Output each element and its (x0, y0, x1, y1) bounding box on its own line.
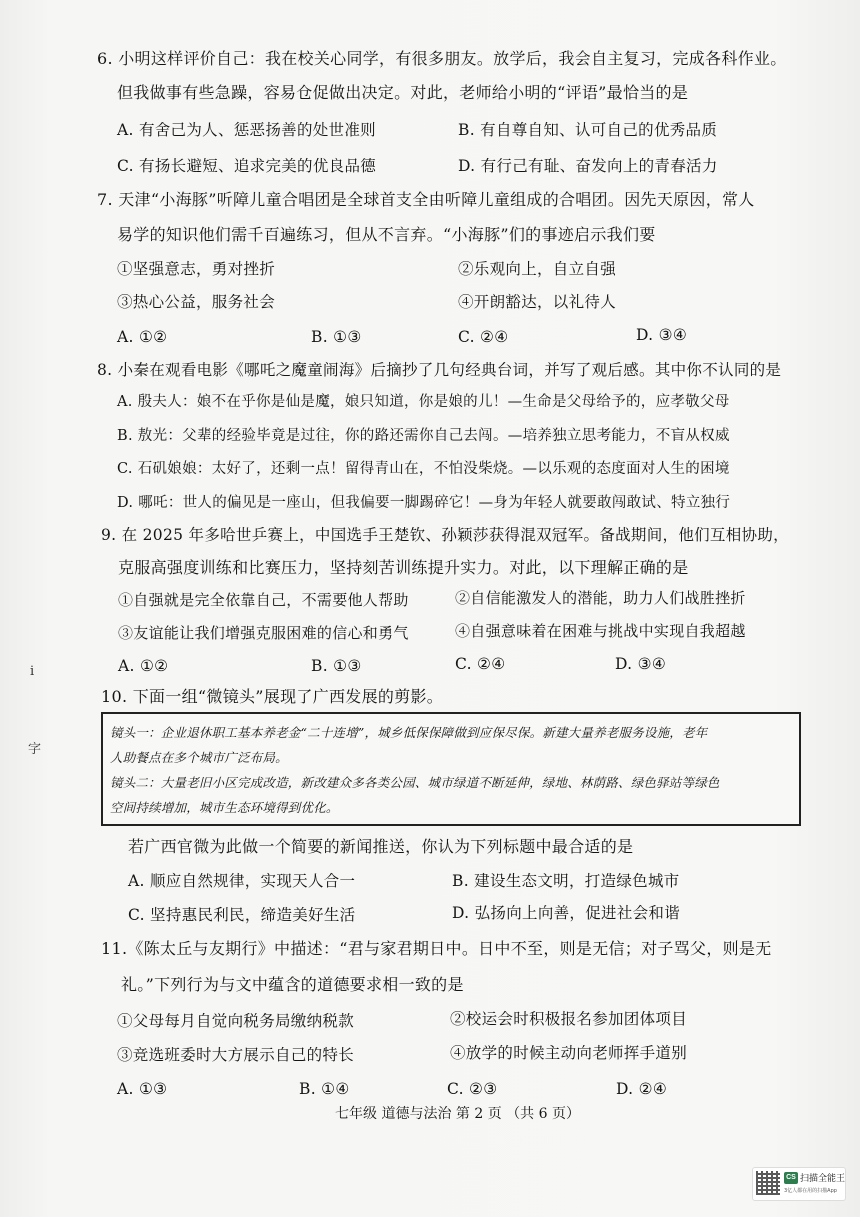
q8-option-c: C. 石矶娘娘：太好了，还剩一点！留得青山在，不怕没柴烧。—以乐观的态度面对人生的困境 (117, 461, 730, 477)
page-footer: 七年级 道德与法治 第 2 页 （共 6 页） (335, 1106, 580, 1122)
lens-one-line2: 人助餐点在多个城市广泛布局。 (110, 750, 288, 765)
qr-code-icon (756, 1171, 780, 1195)
scanner-subtitle: 3亿人都在用的扫描App (784, 1188, 837, 1194)
q11-item-4: ④放学的时候主动向老师挥手道别 (450, 1044, 688, 1062)
q9-item-1: ①自强就是完全依靠自己，不需要他人帮助 (118, 591, 409, 609)
q6-stem-line1: 6. 小明这样评价自己：我在校关心同学，有很多朋友。放学后，我会自主复习，完成各科作业。 (97, 49, 787, 68)
q11-item-3: ③竞选班委时大方展示自己的特长 (117, 1046, 355, 1064)
q6-option-a: A. 有舍己为人、惩恶扬善的处世准则 (117, 121, 376, 139)
q11-option-c: C. ②③ (447, 1080, 498, 1098)
q9-option-a: A. ①② (118, 657, 169, 675)
q9-item-3: ③友谊能让我们增强克服困难的信心和勇气 (118, 624, 409, 642)
q11-option-d: D. ②④ (616, 1080, 668, 1098)
q11-item-1: ①父母每月自觉向税务局缴纳税款 (117, 1012, 355, 1030)
q7-stem-line1: 7. 天津“小海豚”听障儿童合唱团是全球首支全由听障儿童组成的合唱团。因先天原因，常人 (97, 190, 755, 209)
q9-option-d: D. ③④ (615, 655, 667, 673)
q7-item-4: ④开朗豁达，以礼待人 (458, 293, 617, 311)
q10-option-c: C. 坚持惠民利民，缔造美好生活 (128, 906, 356, 924)
q8-stem-line1: 8. 小秦在观看电影《哪吒之魔童闹海》后摘抄了几句经典台词，并写了观后感。其中你不认同的是 (97, 361, 782, 379)
lens-two-line2: 空间持续增加，城市生态环境得到优化。 (110, 800, 339, 815)
cs-logo-icon: CS (784, 1172, 798, 1184)
q7-option-c: C. ②④ (458, 328, 509, 346)
lens-two-line1: 镜头二：大量老旧小区完成改造，新改建众多各类公园、城市绿道不断延伸，绿地、林荫路、绿色驿站等绿色 (110, 775, 720, 790)
q10-stem-line2: 若广西官微为此做一个简要的新闻推送，你认为下列标题中最合适的是 (128, 837, 634, 856)
q9-option-b: B. ①③ (311, 657, 362, 675)
q9-stem-line2: 克服高强度训练和比赛压力，坚持刻苦训练提升实力。对此，以下理解正确的是 (118, 558, 689, 577)
margin-mark-1: i (30, 664, 35, 679)
micro-lens-box (101, 712, 801, 826)
q11-item-2: ②校运会时积极报名参加团体项目 (450, 1010, 688, 1028)
q6-option-b: B. 有自尊自知、认可自己的优秀品质 (458, 121, 718, 139)
q11-stem-line2: 礼。”下列行为与文中蕴含的道德要求相一致的是 (121, 975, 464, 994)
q10-option-b: B. 建设生态文明，打造绿色城市 (452, 872, 680, 890)
q6-option-c: C. 有扬长避短、追求完美的优良品德 (117, 157, 377, 175)
q7-item-3: ③热心公益，服务社会 (117, 293, 276, 311)
q7-option-a: A. ①② (117, 328, 168, 346)
q7-option-d: D. ③④ (636, 326, 688, 344)
q10-option-d: D. 弘扬向上向善，促进社会和谐 (452, 904, 681, 922)
q7-option-b: B. ①③ (311, 328, 362, 346)
q8-option-a: A. 殷夫人：娘不在乎你是仙是魔，娘只知道，你是娘的儿！—生命是父母给予的，应孝敬父母 (117, 394, 730, 410)
q7-item-2: ②乐观向上，自立自强 (458, 260, 617, 278)
scanner-title: 扫描全能王 (800, 1174, 846, 1184)
q9-option-c: C. ②④ (455, 655, 506, 673)
q10-option-a: A. 顺应自然规律，实现天人合一 (128, 872, 356, 890)
q8-option-b: B. 敖光：父辈的经验毕竟是过往，你的路还需你自己去闯。—培养独立思考能力，不盲从权威 (117, 428, 730, 444)
q11-stem-line1: 11.《陈太丘与友期行》中描述：“君与家君期日中。日中不至，则是无信；对子骂父，则是无 (101, 939, 772, 958)
q9-item-4: ④自强意味着在困难与挑战中实现自我超越 (455, 622, 746, 640)
q8-option-d: D. 哪吒：世人的偏见是一座山，但我偏要一脚踢碎它！—身为年轻人就要敢闯敢试、特立独行 (117, 495, 731, 511)
q9-stem-line1: 9. 在 2025 年多哈世乒赛上，中国选手王楚钦、孙颖莎获得混双冠军。备战期间，他们互相协助， (101, 526, 789, 544)
q6-stem-line2: 但我做事有些急躁，容易仓促做出决定。对此，老师给小明的“评语”最恰当的是 (117, 83, 689, 102)
q11-option-b: B. ①④ (299, 1080, 350, 1098)
q6-option-d: D. 有行己有耻、奋发向上的青春活力 (458, 157, 718, 175)
q7-stem-line2: 易学的知识他们需千百遍练习，但从不言弃。“小海豚”们的事迹启示我们要 (117, 225, 656, 244)
lens-one-line1: 镜头一：企业退休职工基本养老金“二十连增”，城乡低保保障做到应保尽保。新建大量养老服务设施，老年 (110, 725, 708, 740)
scanner-watermark (752, 1167, 846, 1201)
margin-mark-2: 字 (28, 742, 42, 757)
q10-stem-line1: 10. 下面一组“微镜头”展现了广西发展的剪影。 (101, 687, 444, 706)
q9-item-2: ②自信能激发人的潜能，助力人们战胜挫折 (455, 589, 746, 607)
q11-option-a: A. ①③ (117, 1080, 168, 1098)
q7-item-1: ①坚强意志，勇对挫折 (117, 260, 276, 278)
